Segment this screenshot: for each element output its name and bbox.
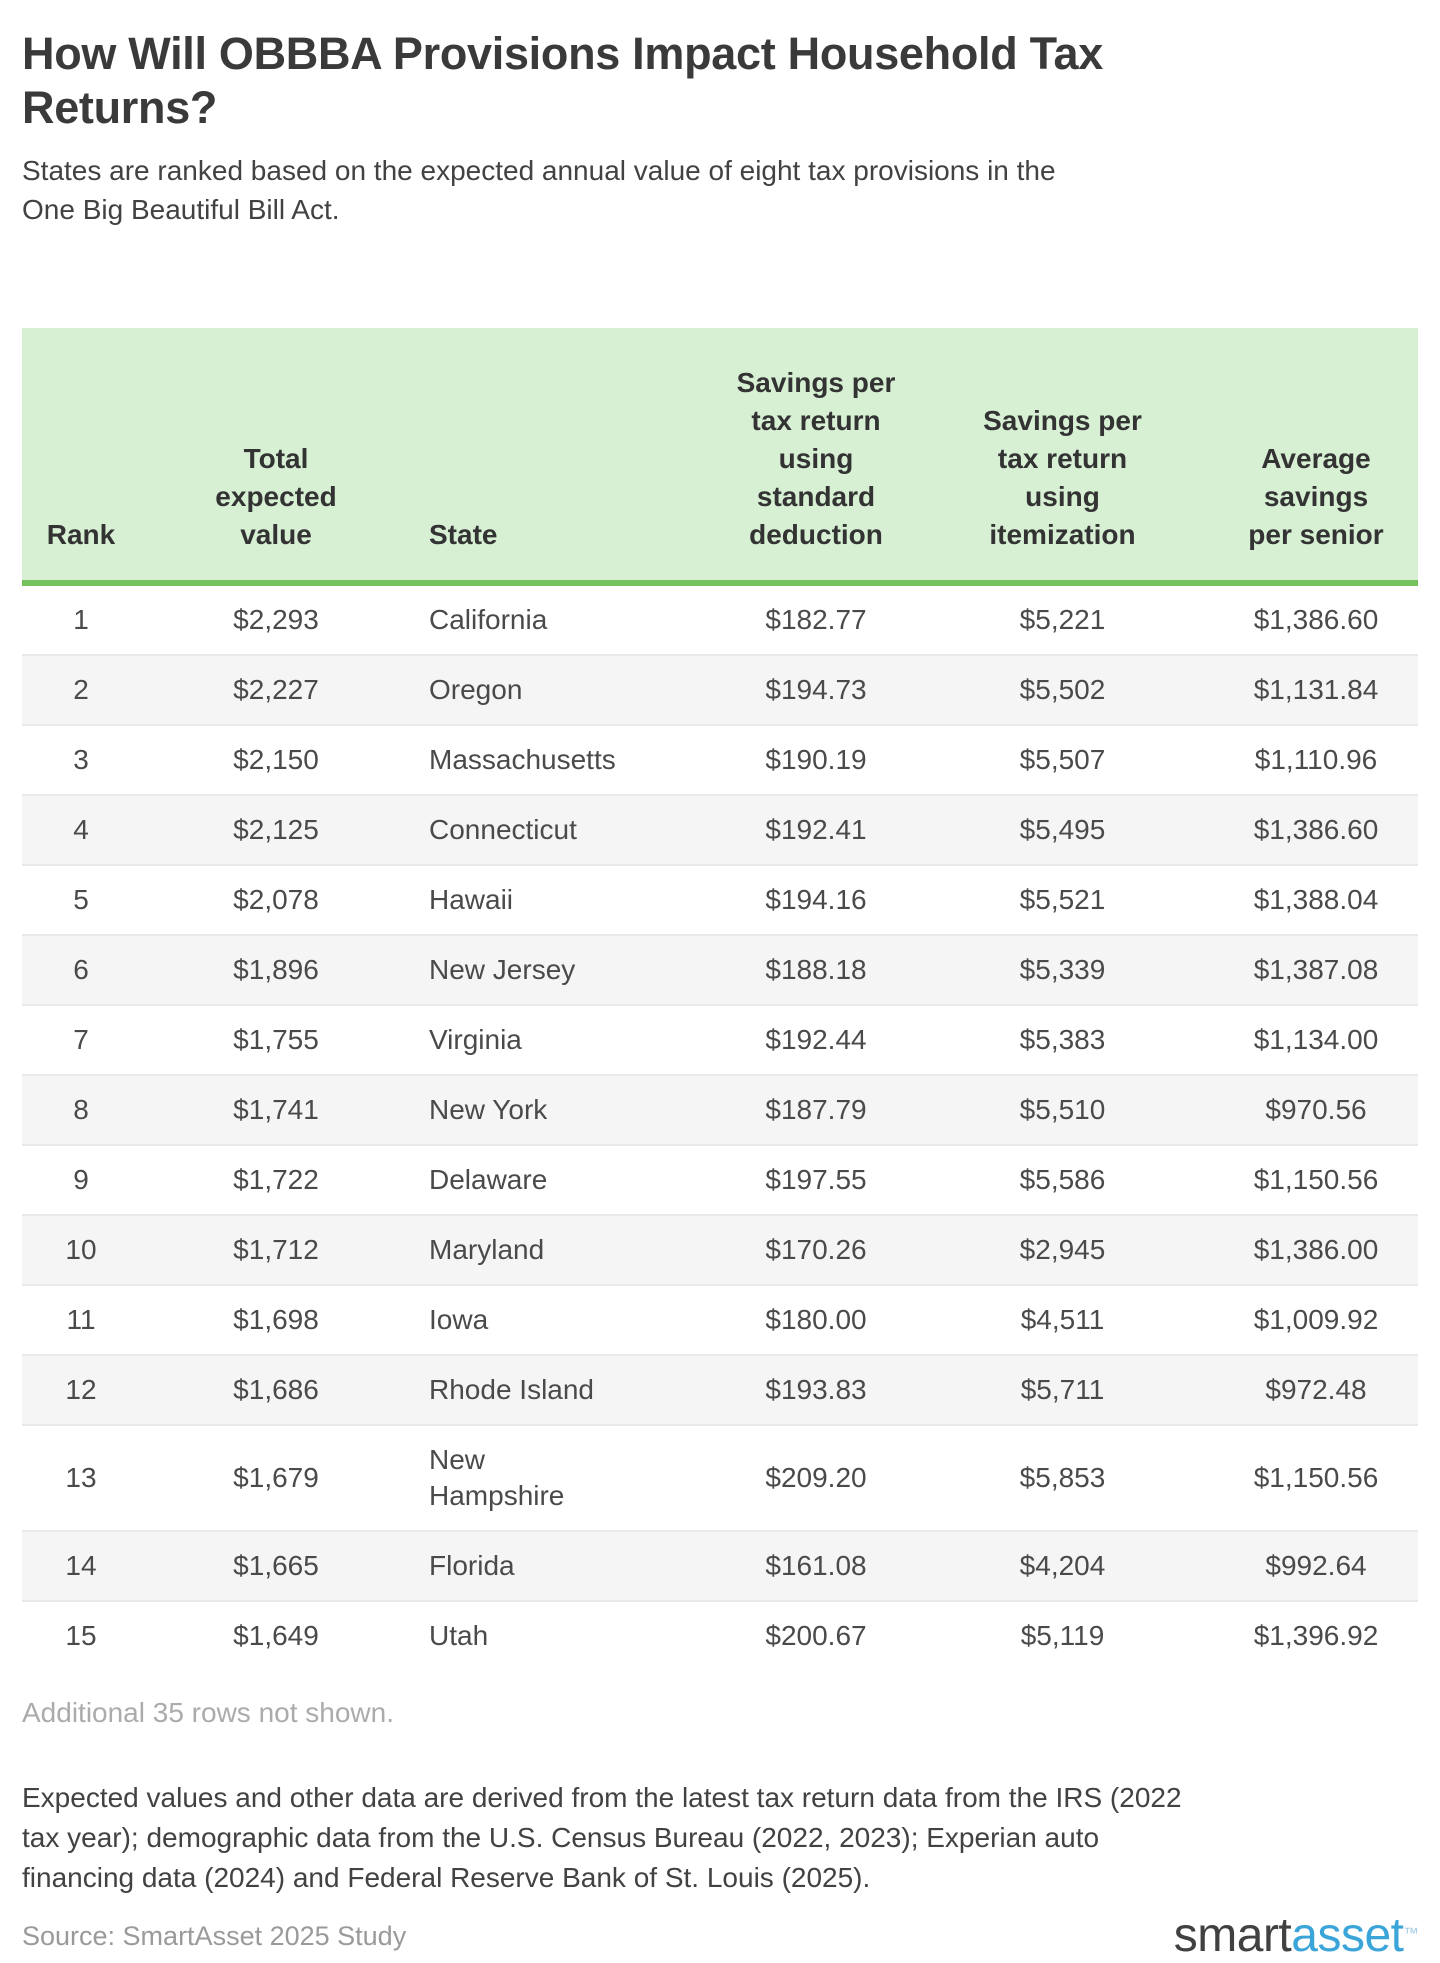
table-cell-savings-standard-deduction: $187.79 (765, 1094, 867, 1125)
table-cell-rank: 15 (65, 1620, 97, 1651)
table-cell-savings-itemization: $5,853 (1019, 1462, 1106, 1493)
table-cell-state: Virginia (429, 1024, 522, 1055)
table-cell-total-expected-value: $2,227 (233, 674, 319, 705)
bottom-bar (22, 1910, 1418, 1962)
table-row (22, 1004, 1418, 1074)
table-cell-savings-standard-deduction: $182.77 (765, 604, 867, 635)
table-cell-savings-itemization: $5,383 (1019, 1024, 1106, 1055)
table-cell-average-savings-per-senior: $1,396.92 (1253, 1620, 1379, 1651)
table-row (22, 1284, 1418, 1354)
table-cell-total-expected-value: $1,679 (233, 1462, 319, 1493)
table-cell-rank: 5 (73, 884, 89, 915)
table-cell-total-expected-value: $1,741 (233, 1094, 319, 1125)
table-row (22, 1600, 1418, 1670)
table-cell-state: Massachusetts (429, 744, 616, 775)
table-cell-rank: 4 (73, 814, 89, 845)
table-cell-total-expected-value: $1,649 (233, 1620, 319, 1651)
table-cell-rank: 11 (66, 1304, 96, 1335)
table-cell-savings-standard-deduction: $170.26 (765, 1234, 867, 1265)
page-subtitle-line-1: States are ranked based on the expected annual value of eight tax provisions in the (22, 155, 1056, 186)
table-row (22, 934, 1418, 1004)
table-cell-savings-itemization: $5,221 (1019, 604, 1106, 635)
table-row (22, 586, 1418, 654)
table-cell-average-savings-per-senior: $1,150.56 (1253, 1462, 1379, 1493)
page-title (22, 27, 1418, 135)
table-cell-savings-itemization: $5,586 (1019, 1164, 1106, 1195)
table-cell-savings-standard-deduction: $194.73 (765, 674, 867, 705)
table-cell-state: Utah (429, 1620, 489, 1651)
table-row (22, 864, 1418, 934)
table-cell-rank: 9 (73, 1164, 89, 1195)
source-label: Source: SmartAsset 2025 Study (22, 1920, 407, 1951)
methodology-note: Expected values and other data are derived from the latest tax return data from the IRS (2022 tax year); demographic data from the U.S. Census Bureau (2022, 2023); Experian auto financing data (2024) and Federal Reserve Bank of St. Louis (2025). (22, 1782, 1182, 1893)
table-cell-state: Florida (429, 1550, 515, 1581)
table-cell-average-savings-per-senior: $1,110.96 (1254, 744, 1378, 775)
column-header-total-expected-value: Total expected value (215, 443, 337, 550)
table-cell-total-expected-value: $1,712 (233, 1234, 319, 1265)
table-cell-rank: 7 (73, 1024, 89, 1055)
table-row (22, 1074, 1418, 1144)
table-cell-savings-standard-deduction: $197.55 (765, 1164, 867, 1195)
table-cell-rank: 14 (65, 1550, 97, 1581)
table-cell-savings-standard-deduction: $190.19 (765, 744, 867, 775)
table-cell-average-savings-per-senior: $1,134.00 (1253, 1024, 1379, 1055)
table-cell-savings-standard-deduction: $192.44 (765, 1024, 867, 1055)
table-cell-average-savings-per-senior: $1,388.04 (1253, 884, 1379, 915)
page-subtitle-line-2: One Big Beautiful Bill Act. (22, 194, 340, 225)
logo-text-asset: asset (1291, 1909, 1404, 1962)
table-cell-total-expected-value: $1,896 (233, 954, 319, 985)
table-cell-rank: 8 (73, 1094, 89, 1125)
table-cell-total-expected-value: $1,722 (233, 1164, 319, 1195)
table-cell-state: New Jersey (429, 954, 576, 985)
table-cell-savings-itemization: $5,119 (1020, 1620, 1105, 1651)
logo-trademark-icon: ™ (1403, 1925, 1418, 1942)
table-cell-rank: 3 (73, 744, 89, 775)
table-cell-average-savings-per-senior: $970.56 (1265, 1094, 1367, 1125)
table-cell-savings-standard-deduction: $200.67 (765, 1620, 867, 1651)
table-cell-savings-standard-deduction: $161.08 (765, 1550, 867, 1581)
table-cell-state: New Hampshire (429, 1444, 565, 1511)
page-subtitle (22, 151, 1418, 229)
table-cell-savings-standard-deduction: $188.18 (765, 954, 867, 985)
column-header-rank: Rank (46, 519, 116, 550)
table-row (22, 1354, 1418, 1424)
table-cell-savings-itemization: $5,495 (1019, 814, 1106, 845)
table-cell-average-savings-per-senior: $1,386.60 (1253, 604, 1379, 635)
table-row (22, 1530, 1418, 1600)
table-cell-rank: 2 (73, 674, 89, 705)
table-cell-rank: 13 (65, 1462, 97, 1493)
table-cell-total-expected-value: $1,686 (233, 1374, 319, 1405)
table-cell-state: California (429, 604, 548, 635)
table-cell-total-expected-value: $1,755 (233, 1024, 319, 1055)
table-cell-average-savings-per-senior: $1,386.60 (1253, 814, 1379, 845)
table-cell-rank: 6 (73, 954, 89, 985)
table-cell-savings-standard-deduction: $180.00 (765, 1304, 867, 1335)
table-cell-total-expected-value: $1,665 (233, 1550, 319, 1581)
table-cell-savings-itemization: $4,511 (1020, 1304, 1105, 1335)
table-cell-total-expected-value: $2,078 (233, 884, 319, 915)
table-cell-total-expected-value: $2,150 (233, 744, 319, 775)
table-cell-savings-itemization: $2,945 (1019, 1234, 1106, 1265)
column-header-state: State (429, 519, 498, 550)
table-cell-state: Connecticut (429, 814, 577, 845)
column-header-savings-standard-deduction: Savings per tax return using standard deduction (736, 367, 896, 550)
column-header-savings-itemization: Savings per tax return using itemization (983, 405, 1142, 550)
table-cell-state: Hawaii (429, 884, 514, 915)
table-cell-savings-standard-deduction: $193.83 (765, 1374, 867, 1405)
table-cell-state: Maryland (429, 1234, 545, 1265)
table-cell-average-savings-per-senior: $1,387.08 (1253, 954, 1379, 985)
table-cell-average-savings-per-senior: $992.64 (1265, 1550, 1367, 1581)
table-cell-state: Oregon (429, 674, 523, 705)
table-cell-state: Rhode Island (429, 1374, 595, 1405)
column-header-average-savings-per-senior: Average savings per senior (1248, 443, 1384, 550)
table-cell-state: Iowa (429, 1304, 489, 1335)
table-cell-savings-itemization: $5,711 (1020, 1374, 1105, 1405)
table-cell-savings-itemization: $5,507 (1019, 744, 1106, 775)
table-row (22, 1144, 1418, 1214)
table-cell-savings-itemization: $5,339 (1019, 954, 1106, 985)
smartasset-logo (1174, 1910, 1418, 1962)
table-row (22, 794, 1418, 864)
table-cell-rank: 10 (65, 1234, 97, 1265)
table-cell-savings-standard-deduction: $192.41 (765, 814, 867, 845)
table-body (22, 586, 1418, 1670)
page-title-line-1: How Will OBBBA Provisions Impact Household Tax (22, 28, 1103, 79)
table-cell-average-savings-per-senior: $972.48 (1265, 1374, 1367, 1405)
table-cell-savings-itemization: $4,204 (1019, 1550, 1106, 1581)
table-cell-savings-standard-deduction: $194.16 (765, 884, 867, 915)
ranking-table (22, 328, 1418, 1670)
table-cell-savings-itemization: $5,521 (1019, 884, 1106, 915)
table-cell-savings-standard-deduction: $209.20 (765, 1462, 867, 1493)
table-row (22, 654, 1418, 724)
table-cell-average-savings-per-senior: $1,386.00 (1253, 1234, 1379, 1265)
table-cell-state: Delaware (429, 1164, 548, 1195)
table-row (22, 1424, 1418, 1530)
table-cell-total-expected-value: $2,293 (233, 604, 319, 635)
table-cell-state: New York (429, 1094, 548, 1125)
table-header-row (22, 328, 1418, 586)
table-cell-average-savings-per-senior: $1,150.56 (1253, 1164, 1379, 1195)
logo-text-smart: smart (1173, 1909, 1292, 1962)
table-cell-rank: 12 (65, 1374, 97, 1405)
page-title-line-2: Returns? (22, 82, 218, 133)
table-cell-savings-itemization: $5,510 (1019, 1094, 1106, 1125)
table-cell-total-expected-value: $2,125 (233, 814, 319, 845)
table-cell-average-savings-per-senior: $1,131.84 (1253, 674, 1379, 705)
table-cell-savings-itemization: $5,502 (1019, 674, 1106, 705)
rows-not-shown-note: Additional 35 rows not shown. (22, 1697, 394, 1728)
table-cell-total-expected-value: $1,698 (233, 1304, 319, 1335)
table-row (22, 724, 1418, 794)
table-row (22, 1214, 1418, 1284)
table-cell-rank: 1 (73, 604, 89, 635)
table-cell-average-savings-per-senior: $1,009.92 (1253, 1304, 1379, 1335)
